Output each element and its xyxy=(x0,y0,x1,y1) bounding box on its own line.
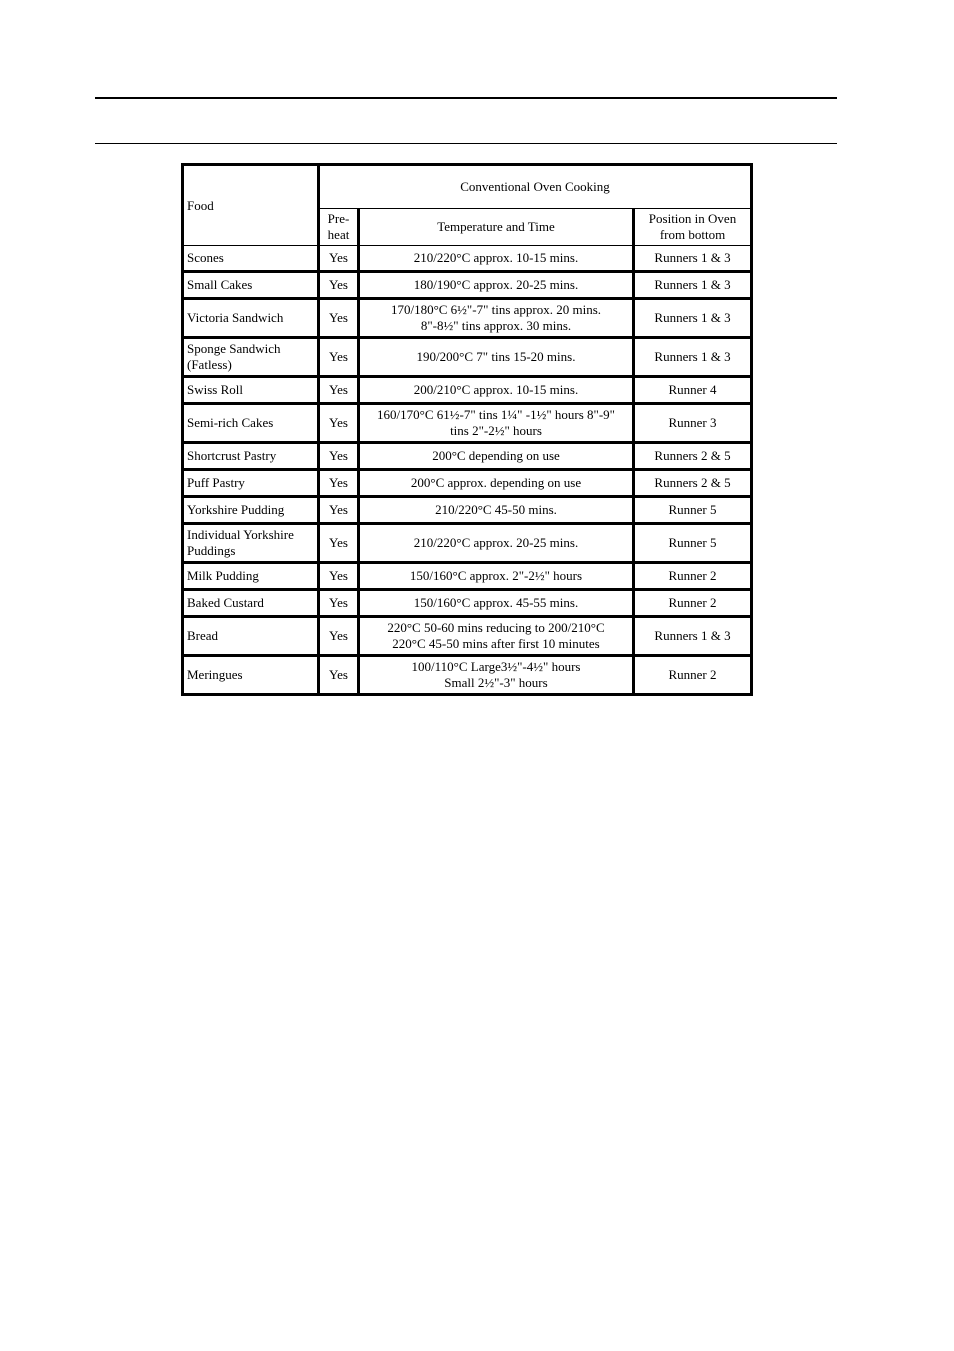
second-rule xyxy=(95,143,837,144)
cell-position: Runner 2 xyxy=(634,656,752,695)
top-rule xyxy=(95,97,837,99)
cell-food: Shortcrust Pastry xyxy=(183,443,319,470)
cell-temperature: 210/220°C 45-50 mins. xyxy=(359,497,634,524)
cell-position: Runners 2 & 5 xyxy=(634,470,752,497)
cell-preheat: Yes xyxy=(319,617,359,656)
table-row xyxy=(183,246,752,272)
cell-position: Runner 5 xyxy=(634,497,752,524)
cell-preheat: Yes xyxy=(319,524,359,563)
cell-preheat: Yes xyxy=(319,470,359,497)
cell-position: Runners 1 & 3 xyxy=(634,272,752,299)
cell-food: Semi-rich Cakes xyxy=(183,404,319,443)
table-body xyxy=(183,246,752,695)
cell-temperature: 200°C depending on use xyxy=(359,443,634,470)
cell-position: Runners 1 & 3 xyxy=(634,299,752,338)
cell-preheat: Yes xyxy=(319,497,359,524)
cell-food: Victoria Sandwich xyxy=(183,299,319,338)
cell-temperature: 210/220°C approx. 20-25 mins. xyxy=(359,524,634,563)
table-row xyxy=(183,338,752,377)
table-row xyxy=(183,524,752,563)
cell-food: Sponge Sandwich (Fatless) xyxy=(183,338,319,377)
cell-temperature: 220°C 50-60 mins reducing to 200/210°C 220°C 45-50 mins after first 10 minutes xyxy=(359,617,634,656)
cell-food: Swiss Roll xyxy=(183,377,319,404)
cell-position: Runner 2 xyxy=(634,563,752,590)
cell-preheat: Yes xyxy=(319,299,359,338)
cell-food: Baked Custard xyxy=(183,590,319,617)
table-row xyxy=(183,656,752,695)
cell-position: Runners 2 & 5 xyxy=(634,443,752,470)
cell-food: Yorkshire Pudding xyxy=(183,497,319,524)
cell-preheat: Yes xyxy=(319,246,359,272)
cell-temperature: 100/110°C Large3½"-4½" hours Small 2½"-3" hours xyxy=(359,656,634,695)
cell-food: Small Cakes xyxy=(183,272,319,299)
cell-preheat: Yes xyxy=(319,272,359,299)
conventional-oven-cooking-table xyxy=(181,163,753,696)
cell-temperature: 200/210°C approx. 10-15 mins. xyxy=(359,377,634,404)
cell-preheat: Yes xyxy=(319,404,359,443)
table-row xyxy=(183,617,752,656)
table-row xyxy=(183,443,752,470)
cell-preheat: Yes xyxy=(319,563,359,590)
table-row xyxy=(183,590,752,617)
cell-preheat: Yes xyxy=(319,656,359,695)
cell-temperature: 190/200°C 7" tins 15-20 mins. xyxy=(359,338,634,377)
cell-temperature: 200°C approx. depending on use xyxy=(359,470,634,497)
cell-temperature: 170/180°C 6½"-7" tins approx. 20 mins. 8"-8½" tins approx. 30 mins. xyxy=(359,299,634,338)
cell-position: Runner 5 xyxy=(634,524,752,563)
table-title: Conventional Oven Cooking xyxy=(319,165,752,209)
header-temperature: Temperature and Time xyxy=(359,209,634,246)
cell-position: Runner 4 xyxy=(634,377,752,404)
cell-position: Runners 1 & 3 xyxy=(634,338,752,377)
cell-preheat: Yes xyxy=(319,377,359,404)
cell-temperature: 160/170°C 61½-7" tins 1¼" -1½" hours 8"-9" tins 2"-2½" hours xyxy=(359,404,634,443)
cell-position: Runners 1 & 3 xyxy=(634,617,752,656)
cell-position: Runner 2 xyxy=(634,590,752,617)
cell-temperature: 210/220°C approx. 10-15 mins. xyxy=(359,246,634,272)
header-position: Position in Oven from bottom xyxy=(634,209,752,246)
table-row xyxy=(183,404,752,443)
table-row xyxy=(183,272,752,299)
table-row xyxy=(183,299,752,338)
cell-food: Individual Yorkshire Puddings xyxy=(183,524,319,563)
header-food: Food xyxy=(183,165,319,246)
cell-temperature: 150/160°C approx. 2"-2½" hours xyxy=(359,563,634,590)
cell-preheat: Yes xyxy=(319,443,359,470)
table-row xyxy=(183,470,752,497)
cell-temperature: 180/190°C approx. 20-25 mins. xyxy=(359,272,634,299)
table-row xyxy=(183,377,752,404)
cell-food: Puff Pastry xyxy=(183,470,319,497)
table-row xyxy=(183,497,752,524)
header-preheat: Pre- heat xyxy=(319,209,359,246)
table-row xyxy=(183,563,752,590)
cell-preheat: Yes xyxy=(319,590,359,617)
cell-position: Runners 1 & 3 xyxy=(634,246,752,272)
cell-preheat: Yes xyxy=(319,338,359,377)
cell-food: Bread xyxy=(183,617,319,656)
cell-position: Runner 3 xyxy=(634,404,752,443)
cell-temperature: 150/160°C approx. 45-55 mins. xyxy=(359,590,634,617)
cell-food: Milk Pudding xyxy=(183,563,319,590)
cell-food: Meringues xyxy=(183,656,319,695)
cell-food: Scones xyxy=(183,246,319,272)
